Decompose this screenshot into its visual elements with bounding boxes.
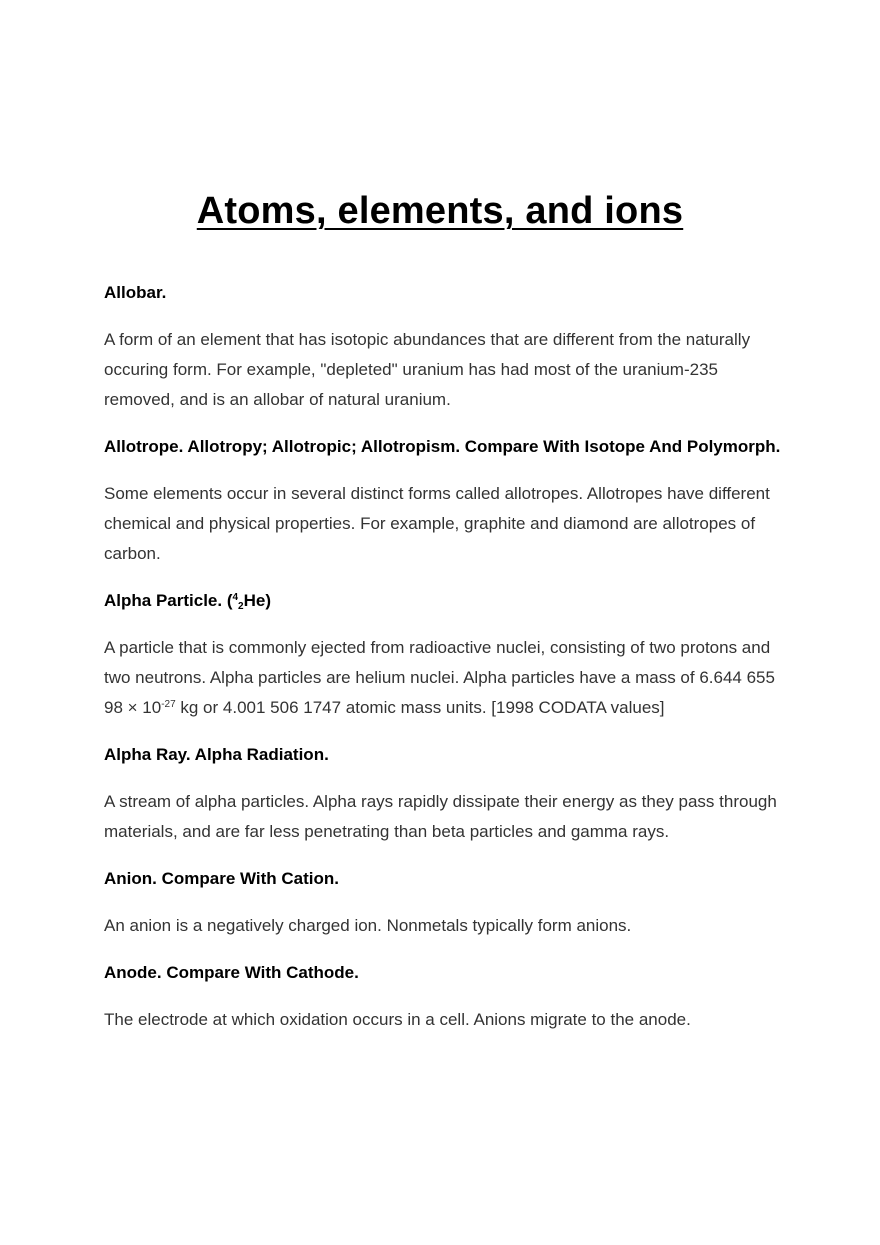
definition-allobar: A form of an element that has isotopic abundances that are different from the naturally occuring form. For example, "depleted" uranium has had most of the uranium-235 removed, and is an allobar of natural uranium. <box>104 330 751 409</box>
glossary-content <box>104 278 784 1052</box>
mass-number-superscript: 4 <box>232 592 239 603</box>
definition-allotrope: Some elements occur in several distinct forms called allotropes. Allotropes have different chemical and physical properties. For example, graphite and diamond are allotropes of carbon. <box>104 484 770 563</box>
definition-alpha-particle-prefix: A particle that is commonly ejected from radioactive nuclei, consisting of two protons and two neutrons. Alpha particles are helium nuclei. Alpha particles have a mass of 6.644 655 98 × 10 <box>104 638 775 717</box>
term-alpha-ray: Alpha Ray. Alpha Radiation. <box>104 745 329 764</box>
definition-alpha-ray: A stream of alpha particles. Alpha rays rapidly dissipate their energy as they pass through materials, and are far less penetrating than beta particles and gamma rays. <box>104 792 777 841</box>
definition-anion: An anion is a negatively charged ion. Nonmetals typically form anions. <box>104 916 632 935</box>
definition-alpha-particle <box>104 633 784 723</box>
term-allobar: Allobar. <box>104 283 167 302</box>
definition-alpha-particle-suffix: kg or 4.001 506 1747 atomic mass units. [1998 CODATA values] <box>175 698 665 717</box>
atomic-number-subscript: 2 <box>238 601 244 612</box>
term-allotrope: Allotrope. Allotropy; Allotropic; Allotropism. Compare With Isotope And Polymorph. <box>104 437 781 456</box>
term-anion: Anion. Compare With Cation. <box>104 869 340 888</box>
term-alpha-particle-prefix: Alpha Particle. ( <box>104 591 233 610</box>
page-title: Atoms, elements, and ions <box>196 190 684 232</box>
term-anode: Anode. Compare With Cathode. <box>104 963 359 982</box>
exponent-superscript: -27 <box>161 699 176 710</box>
definition-anode: The electrode at which oxidation occurs in a cell. Anions migrate to the anode. <box>104 1010 691 1029</box>
term-alpha-particle <box>104 586 784 616</box>
term-alpha-particle-suffix: He) <box>243 591 272 610</box>
